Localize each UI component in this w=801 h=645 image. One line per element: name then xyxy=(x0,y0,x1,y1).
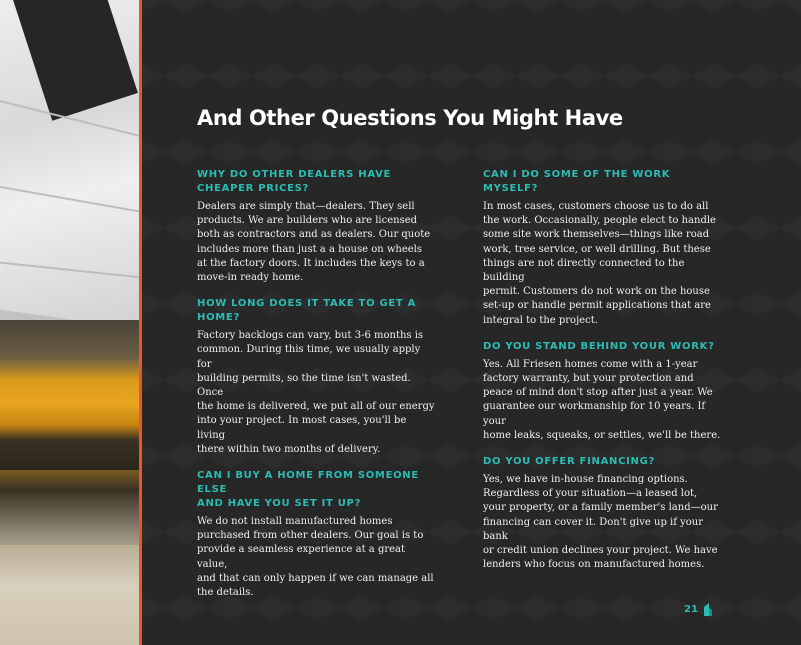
faq-answer: Yes. All Friesen homes come with a 1-year factory warranty, but your protection and peace of mind don't stop after just a year. We guarantee our workmanship for 10 years. If your home leaks, squeaks, or settles, we'll be there. xyxy=(483,358,721,441)
faq-question: DO YOU STAND BEHIND YOUR WORK? xyxy=(483,340,715,352)
faq-question: HOW LONG DOES IT TAKE TO GET A HOME? xyxy=(197,298,417,324)
faq-question: CAN I DO SOME OF THE WORK MYSELF? xyxy=(483,169,671,194)
faq-answer: Dealers are simply that—dealers. They sell products. We are builders who are licensed both as contractors and as dealers. Our quote includes more than just a a house on wheels at the factory doors. It includes the keys to a move-in ready home. xyxy=(197,201,431,284)
cover-photo xyxy=(0,0,139,645)
faq-question: CAN I BUY A HOME FROM SOMEONE ELSE AND HAVE YOU SET IT UP? xyxy=(197,470,419,510)
page-number: 21 xyxy=(684,604,698,615)
ground xyxy=(0,545,139,645)
faq-answer: Factory backlogs can vary, but 3-6 months is common. During this time, we usually apply for building permits, so the time isn't wasted. Once the home is delivered, we put all of our energy into your project. In most cases, you'll be living there within two months of delivery. xyxy=(197,330,435,455)
house-logo-icon xyxy=(703,603,713,616)
page-title: And Other Questions You Might Have xyxy=(197,106,623,130)
faq-column-left xyxy=(197,168,437,612)
faq-answer: Yes, we have in-house financing options. Regardless of your situation—a leased lot, your property, or a family member's land—our financing can cover it. Don't give up if your bank or credit union declines your project. We have lenders who focus on manufactured homes. xyxy=(483,474,718,571)
machinery xyxy=(0,320,139,470)
faq-column-right xyxy=(483,168,723,584)
faq-question: WHY DO OTHER DEALERS HAVE CHEAPER PRICES? xyxy=(197,169,392,194)
faq-question: DO YOU OFFER FINANCING? xyxy=(483,456,656,468)
faq-answer: In most cases, customers choose us to do all the work. Occasionally, people elect to handle some site work themselves—things like road work, tree service, or well drilling. But these things are not directly connected to the building permit. Customers do not work on the house set-up or handle permit applications that are integral to the project. xyxy=(483,201,716,326)
faq-answer: We do not install manufactured homes purchased from other dealers. Our goal is to provide a seamless experience at a great value, and that can only happen if we can manage all the details. xyxy=(197,516,434,599)
